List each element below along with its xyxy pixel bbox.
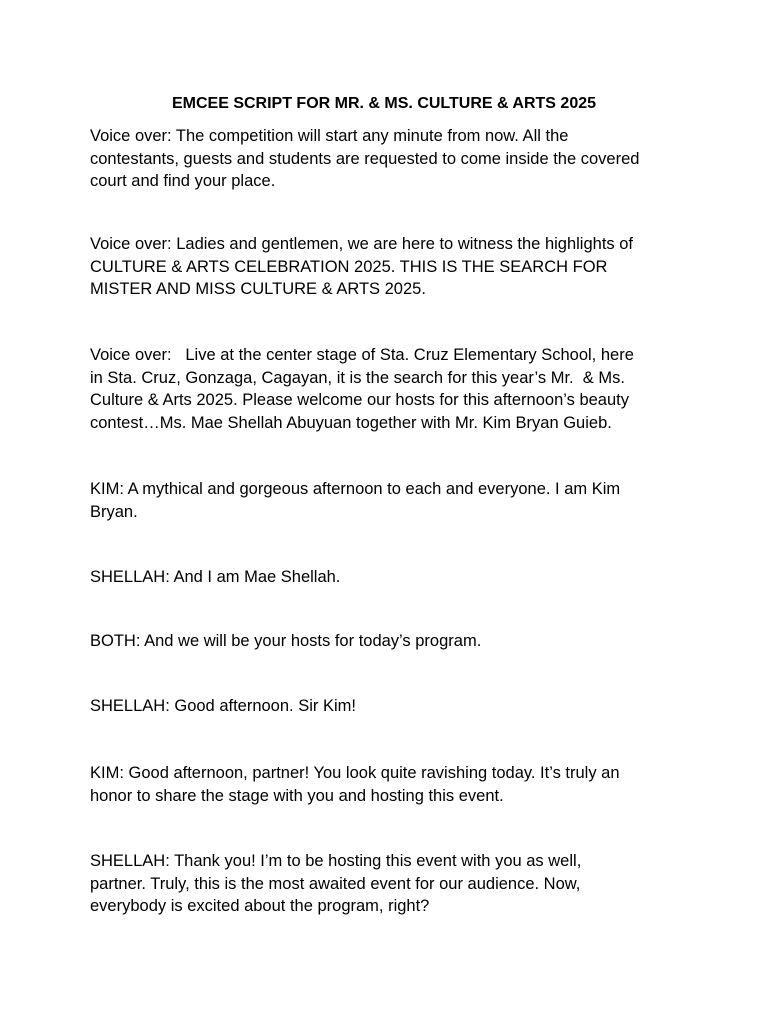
paragraph-both [90,630,690,653]
document-title: EMCEE SCRIPT FOR MR. & MS. CULTURE & ARTS 2025 [171,95,597,112]
text-line: CULTURE & ARTS CELEBRATION 2025. THIS IS THE SEARCH FOR [90,257,608,276]
paragraph-shellah-1 [90,566,690,589]
text-line: honor to share the stage with you and hosting this event. [90,786,504,805]
paragraph-kim-1 [90,478,690,523]
text-line: KIM: Good afternoon, partner! You look quite ravishing today. It’s truly an [90,764,620,782]
text-line: Voice over: Ladies and gentlemen, we are here to witness the highlights of [90,235,634,253]
text-line: court and find your place. [90,172,276,191]
paragraph-voice-over-3 [90,344,690,435]
text-line: contestants, guests and students are requested to come inside the covered [90,149,640,168]
paragraph-kim-2 [90,762,690,807]
paragraph-shellah-3 [90,850,690,918]
paragraph-shellah-2 [90,695,690,718]
text-line: Culture & Arts 2025. Please welcome our hosts for this afternoon’s beauty [90,391,629,410]
paragraph-voice-over-2 [90,233,690,301]
text-line: Voice over: The competition will start any minute from now. All the [90,127,569,145]
paragraph-voice-over-1 [90,125,690,193]
text-line: BOTH: And we will be your hosts for today’s program. [90,632,482,650]
text-line: everybody is excited about the program, right? [90,897,430,916]
text-line: SHELLAH: Thank you! I’m to be hosting this event with you as well, [90,852,582,870]
text-line: KIM: A mythical and gorgeous afternoon to each and everyone. I am Kim [90,480,621,498]
text-line: SHELLAH: Good afternoon. Sir Kim! [90,697,356,715]
text-line: partner. Truly, this is the most awaited event for our audience. Now, [90,874,581,893]
text-line: in Sta. Cruz, Gonzaga, Cagayan, it is the search for this year’s Mr. & Ms. [90,368,625,387]
text-line: SHELLAH: And I am Mae Shellah. [90,568,341,586]
text-line: MISTER AND MISS CULTURE & ARTS 2025. [90,280,426,299]
text-line: Voice over: Live at the center stage of Sta. Cruz Elementary School, here [90,346,634,364]
text-line: Bryan. [90,502,138,521]
text-line: contest…Ms. Mae Shellah Abuyuan together with Mr. Kim Bryan Guieb. [90,414,612,433]
